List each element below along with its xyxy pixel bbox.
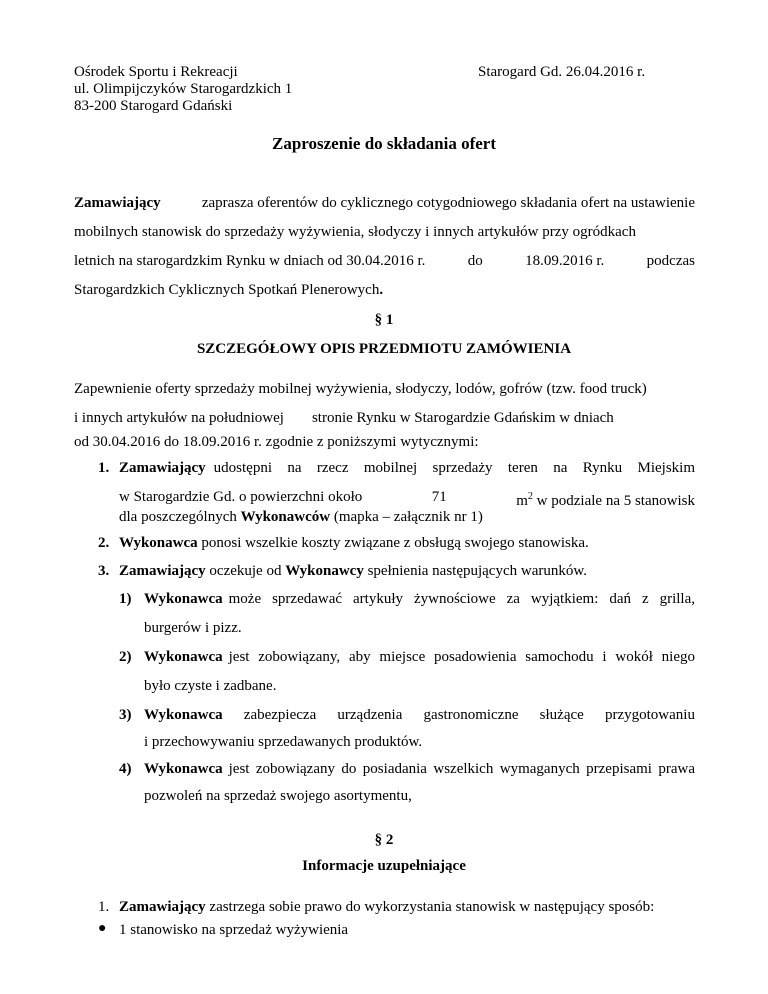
item2-bold: Wykonawca	[119, 535, 198, 551]
item1-line-3	[119, 508, 483, 526]
intro-dot: .	[379, 282, 384, 298]
sub2-bold: Wykonawca	[144, 649, 223, 665]
place-date: Starogard Gd. 26.04.2016 r.	[478, 64, 646, 80]
section2-bullet-1: 1 stanowisko na sprzedaż wyżywienia	[119, 922, 349, 938]
section1-p1: Zapewnienie oferty sprzedaży mobilnej wyżywienia, słodyczy, lodów, gofrów (tzw. food truck)	[74, 381, 647, 397]
bullet-icon: ●	[98, 921, 107, 936]
intro-text-3a: letnich na starogardzkim Rynku w dniach od 30.04.2016 r.	[74, 253, 426, 269]
sub3-w2: urządzenia	[337, 707, 403, 723]
item3-number: 3.	[98, 563, 110, 579]
item1-l2-unit: $m^2$ w podziale na 5 stanowisk	[516, 491, 695, 509]
section2-item1-line	[119, 898, 654, 916]
item1-number: 1.	[98, 460, 110, 476]
item3-text: spełnienia następujących warunków.	[367, 563, 587, 579]
section2-item1-number: 1.	[98, 899, 110, 915]
sub3-w1: zabezpiecza	[243, 707, 317, 723]
section1-mark: § 1	[374, 312, 394, 328]
intro-line-3	[74, 252, 695, 270]
item1-l3-bold: Wykonawców	[240, 509, 331, 525]
intro-text-3c: 18.09.2016 r.	[525, 253, 605, 269]
item3-mid: oczekuje od	[209, 563, 282, 579]
item1-line-2	[119, 488, 695, 510]
item3-bold-1: Zamawiający	[119, 563, 206, 579]
intro-line-1	[74, 194, 695, 212]
sub2-line-2: było czyste i zadbane.	[144, 678, 277, 694]
sub3-line-1	[144, 706, 695, 724]
sub1-number: 1)	[119, 591, 132, 607]
section1-p2-b: stronie Rynku w Starogardzie Gdańskim w dniach	[311, 410, 614, 426]
sub4-text: jest zobowiązany do posiadania wszelkich wymaganych przepisami prawa	[228, 761, 695, 777]
item1-l3-a: dla poszczególnych	[119, 509, 237, 525]
sub2-text: jest zobowiązany, aby miejsce posadowienia samochodu i wokół niego	[228, 649, 695, 665]
sub3-w3: gastronomiczne	[423, 707, 519, 723]
intro-text-4: Starogardzkich Cyklicznych Spotkań Plenerowych	[74, 282, 380, 298]
section2-mark: § 2	[374, 832, 394, 848]
document-title: Zaproszenie do składania ofert	[271, 134, 496, 153]
sub3-number: 3)	[119, 707, 132, 723]
item1-l3-rest: (mapka – załącznik nr 1)	[333, 509, 483, 525]
item2-number: 2.	[98, 535, 110, 551]
sub4-line-2: pozwoleń na sprzedaż swojego asortymentu,	[144, 788, 412, 804]
section2-item1-bold: Zamawiający	[119, 899, 206, 915]
intro-bold-zamawiajacy: Zamawiający	[74, 195, 161, 211]
item3-line	[119, 562, 587, 580]
item2-text: ponosi wszelkie koszty związane z obsługą swojego stanowiska.	[201, 535, 589, 551]
item3-bold-2: Wykonawcy	[285, 563, 364, 579]
sub3-w4: służące	[539, 707, 584, 723]
org-street: ul. Olimpijczyków Starogardzkich 1	[74, 81, 293, 97]
sub1-line-2: burgerów i pizz.	[144, 620, 242, 636]
section1-p2-a: i innych artykułów na południowej	[74, 410, 284, 426]
section1-heading: SZCZEGÓŁOWY OPIS PRZEDMIOTU ZAMÓWIENIA	[196, 341, 572, 357]
item1-l2-num: 71	[431, 489, 447, 505]
sub4-bold: Wykonawca	[144, 761, 223, 777]
sub4-number: 4)	[119, 761, 132, 777]
sub1-bold: Wykonawca	[144, 591, 223, 607]
org-city: 83-200 Starogard Gdański	[74, 98, 233, 114]
item2-line	[119, 534, 589, 552]
section1-p3: od 30.04.2016 do 18.09.2016 r. zgodnie z poniższymi wytycznymi:	[74, 434, 479, 450]
sub3-bold: Wykonawca	[144, 707, 223, 723]
section2-heading: Informacje uzupełniające	[302, 858, 466, 874]
sub1-text: może sprzedawać artykuły żywnościowe za wyjątkiem: dań z grilla,	[228, 591, 695, 607]
intro-line-2: mobilnych stanowisk do sprzedaży wyżywienia, słodyczy i innych artykułów przy ogródkach	[74, 224, 636, 240]
sub4-line-1	[144, 760, 695, 778]
section1-p2	[74, 409, 695, 427]
item1-l2-a: w Starogardzie Gd. o powierzchni około	[119, 489, 363, 505]
intro-text-3d: podczas	[646, 253, 695, 269]
section2-item1-text: zastrzega sobie prawo do wykorzystania stanowisk w następujący sposób:	[209, 899, 655, 915]
intro-text-1: zaprasza oferentów do cyklicznego cotygodniowego składania ofert na ustawienie	[201, 195, 695, 211]
sub2-line-1	[144, 648, 695, 666]
item1-text: udostępni na rzecz mobilnej sprzedaży teren na Rynku Miejskim	[213, 460, 695, 476]
sub3-line-2: i przechowywaniu sprzedawanych produktów.	[144, 734, 423, 750]
intro-text-3b: do	[467, 253, 483, 269]
item1-line-1	[119, 459, 695, 477]
org-name: Ośrodek Sportu i Rekreacji	[74, 64, 238, 80]
sub2-number: 2)	[119, 649, 132, 665]
intro-line-4	[74, 281, 383, 299]
sub1-line-1	[144, 590, 695, 608]
sub3-w5: przygotowaniu	[604, 707, 695, 723]
item1-bold: Zamawiający	[119, 460, 206, 476]
